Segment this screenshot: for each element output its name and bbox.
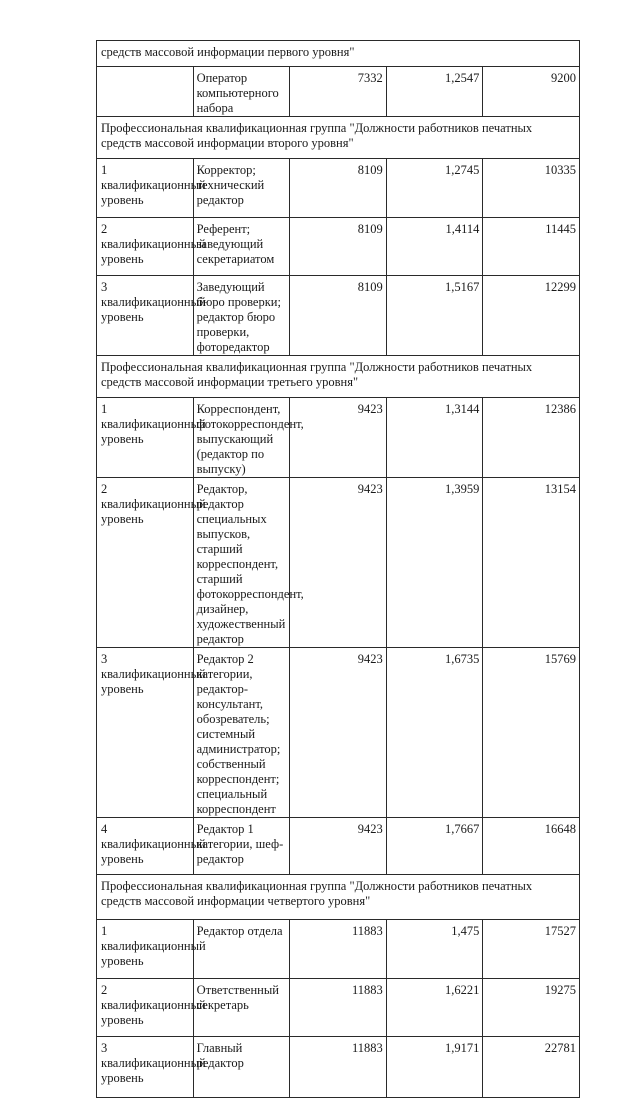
base-salary-cell (290, 67, 387, 117)
coefficient: 1,3959 (445, 482, 480, 496)
position-name: Редактор, редактор специальных выпусков, старший корреспондент, старший фотокорреспондент, дизайнер, художественный редактор (196, 482, 304, 646)
position-name: Заведующий бюро проверки; редактор бюро проверки, фоторедактор (196, 280, 281, 354)
base-salary-cell (290, 276, 387, 356)
base-salary: 9423 (357, 402, 383, 416)
group-title-cell (97, 117, 580, 159)
table-row (97, 67, 580, 117)
total-salary-cell (483, 159, 580, 218)
position-name-cell (193, 818, 290, 875)
coefficient: 1,3144 (445, 402, 480, 416)
base-salary: 11883 (351, 1041, 383, 1055)
coefficient-cell (386, 67, 483, 117)
table-row (97, 398, 580, 478)
base-salary: 11883 (351, 924, 383, 938)
position-name: Референт; заведующий секретариатом (196, 222, 275, 266)
base-salary: 9423 (357, 482, 383, 496)
total-salary-cell (483, 818, 580, 875)
total-salary: 10335 (544, 163, 576, 177)
total-salary: 19275 (544, 983, 576, 997)
coefficient: 1,2547 (445, 71, 480, 85)
base-salary: 7332 (357, 71, 383, 85)
coefficient-cell (386, 218, 483, 276)
table-row (97, 159, 580, 218)
coefficient-cell (386, 276, 483, 356)
qualification-level: 1 квалификационный уровень (101, 163, 206, 207)
table-row (97, 276, 580, 356)
base-salary: 8109 (357, 280, 383, 294)
position-name-cell (193, 67, 290, 117)
coefficient-cell (386, 478, 483, 648)
total-salary-cell (483, 218, 580, 276)
total-salary: 12299 (544, 280, 576, 294)
base-salary: 11883 (351, 983, 383, 997)
total-salary-cell (483, 398, 580, 478)
qualification-level-cell (97, 1037, 206, 1098)
position-name: Корректор; технический редактор (196, 163, 265, 207)
position-name: Редактор 1 категории, шеф-редактор (196, 822, 284, 866)
qualification-level-cell (97, 648, 206, 818)
base-salary: 9423 (357, 652, 383, 666)
total-salary: 17527 (544, 924, 576, 938)
position-name: Редактор отдела (196, 924, 283, 938)
position-name: Оператор компьютерного набора (196, 71, 279, 115)
position-name: Главный редактор (196, 1041, 244, 1070)
coefficient: 1,7667 (445, 822, 480, 836)
base-salary-cell (290, 979, 387, 1037)
qualification-level-cell (97, 276, 206, 356)
base-salary-cell (290, 1037, 387, 1098)
qualification-level: 3 квалификационный уровень (101, 1041, 206, 1085)
base-salary-cell (290, 818, 387, 875)
position-name: Редактор 2 категории, редактор-консультант, обозреватель; системный администратор; собственный корреспондент; специальный корреспондент (196, 652, 281, 816)
base-salary: 8109 (357, 222, 383, 236)
position-name-cell (193, 276, 290, 356)
table-row (97, 1037, 580, 1098)
qualification-level-cell (97, 218, 206, 276)
qualification-level-cell (97, 818, 206, 875)
coefficient-cell (386, 979, 483, 1037)
qualification-level: 2 квалификационный уровень (101, 983, 206, 1027)
group-title-cell (97, 41, 580, 67)
total-salary-cell (483, 979, 580, 1037)
coefficient-cell (386, 1037, 483, 1098)
qualification-level: 2 квалификационный уровень (101, 222, 206, 266)
position-name-cell (193, 218, 290, 276)
group-title: Профессиональная квалификационная группа "Должности работников печатных средств массовой информации второго уровня" (101, 121, 533, 150)
qualification-level: 1 квалификационный уровень (101, 402, 206, 446)
group-title-cell (97, 875, 580, 920)
group-title: средств массовой информации первого уровня" (101, 45, 355, 59)
table-row (97, 920, 580, 979)
salary-table-body (97, 41, 580, 1098)
table-row (97, 648, 580, 818)
base-salary: 8109 (357, 163, 383, 177)
total-salary: 9200 (551, 71, 576, 85)
position-name-cell (193, 478, 304, 648)
total-salary-cell (483, 478, 580, 648)
position-name-cell (193, 979, 290, 1037)
base-salary-cell (290, 159, 387, 218)
qualification-level-cell (97, 398, 206, 478)
base-salary-cell (290, 218, 387, 276)
total-salary: 15769 (544, 652, 576, 666)
group-title: Профессиональная квалификационная группа "Должности работников печатных средств массовой информации четвертого уровня" (101, 879, 533, 908)
group-title-cell (97, 356, 580, 398)
total-salary: 22781 (544, 1041, 576, 1055)
qualification-level: 3 квалификационный уровень (101, 652, 206, 696)
table-row (97, 478, 580, 648)
coefficient: 1,5167 (445, 280, 480, 294)
qualification-level-cell (97, 920, 206, 979)
position-name-cell (193, 920, 290, 979)
total-salary: 11445 (545, 222, 576, 236)
total-salary: 16648 (544, 822, 576, 836)
table-row (97, 979, 580, 1037)
coefficient: 1,6735 (445, 652, 480, 666)
qualification-level: 3 квалификационный уровень (101, 280, 206, 324)
group-header-row (97, 117, 580, 159)
group-header-row (97, 875, 580, 920)
table-row (97, 818, 580, 875)
total-salary-cell (483, 1037, 580, 1098)
coefficient-cell (386, 648, 483, 818)
base-salary-cell (290, 398, 387, 478)
coefficient: 1,6221 (445, 983, 480, 997)
group-header-row (97, 41, 580, 67)
coefficient-cell (386, 920, 483, 979)
group-title: Профессиональная квалификационная группа "Должности работников печатных средств массовой информации третьего уровня" (101, 360, 533, 389)
total-salary: 13154 (544, 482, 576, 496)
qualification-level-cell (97, 979, 206, 1037)
coefficient: 1,4114 (445, 222, 480, 236)
qualification-level: 1 квалификационный уровень (101, 924, 206, 968)
position-name: Ответственный секретарь (196, 983, 279, 1012)
position-name-cell (193, 1037, 290, 1098)
total-salary: 12386 (544, 402, 576, 416)
coefficient-cell (386, 159, 483, 218)
salary-table (96, 40, 580, 1098)
position-name: Корреспондент, фотокорреспондент, выпускающий (редактор по выпуску) (196, 402, 304, 476)
position-name-cell (193, 398, 304, 478)
coefficient-cell (386, 818, 483, 875)
total-salary-cell (483, 648, 580, 818)
coefficient: 1,475 (451, 924, 480, 938)
qualification-level (97, 67, 193, 71)
coefficient-cell (386, 398, 483, 478)
base-salary: 9423 (357, 822, 383, 836)
base-salary-cell (290, 648, 387, 818)
position-name-cell (193, 159, 290, 218)
qualification-level-cell (97, 67, 194, 117)
base-salary-cell (290, 478, 387, 648)
base-salary-cell (290, 920, 387, 979)
total-salary-cell (483, 67, 580, 117)
qualification-level: 4 квалификационный уровень (101, 822, 206, 866)
coefficient: 1,9171 (445, 1041, 480, 1055)
total-salary-cell (483, 276, 580, 356)
total-salary-cell (483, 920, 580, 979)
qualification-level-cell (97, 159, 206, 218)
document-page (96, 40, 580, 1098)
qualification-level: 2 квалификационный уровень (101, 482, 206, 526)
group-header-row (97, 356, 580, 398)
position-name-cell (193, 648, 290, 818)
coefficient: 1,2745 (445, 163, 480, 177)
table-row (97, 218, 580, 276)
qualification-level-cell (97, 478, 206, 648)
